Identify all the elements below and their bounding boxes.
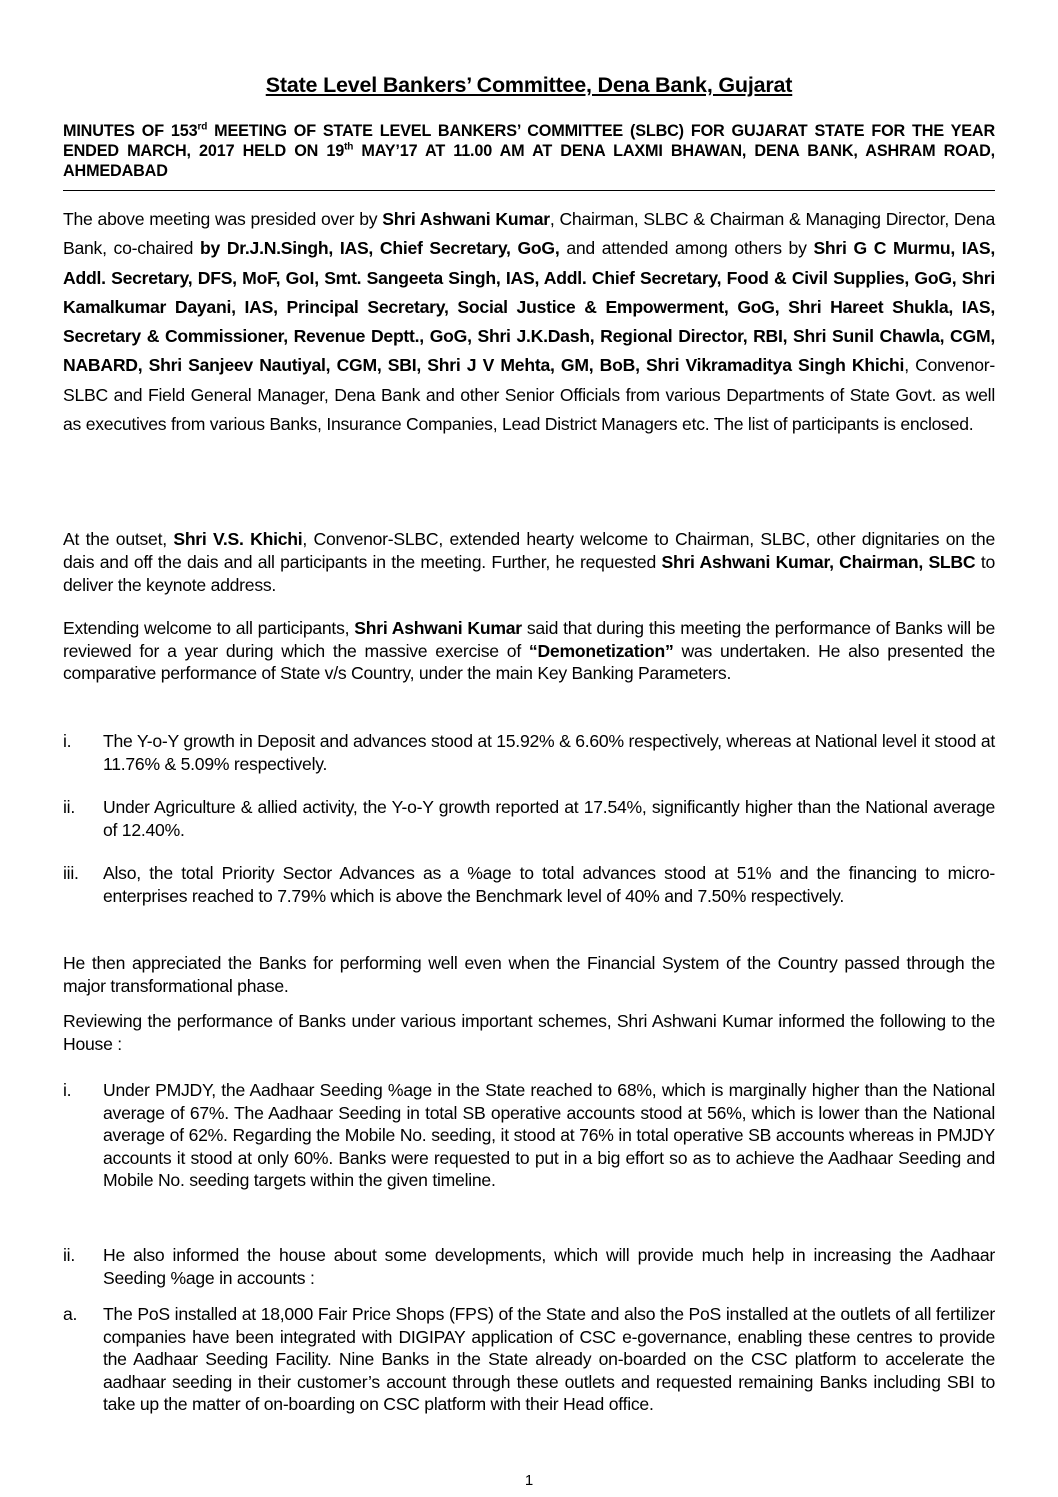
list-item [63, 730, 995, 775]
paragraph-attendees [63, 205, 995, 439]
list-marker: i. [63, 1080, 72, 1100]
heading-text: MAY’17 AT 11.00 AM AT DENA LAXMI BHAWAN, DENA BANK, ASHRAM ROAD, AHMEDABAD [63, 142, 995, 180]
document-title: State Level Bankers’ Committee, Dena Bank, Gujarat [265, 73, 793, 97]
text-run: At the outset, [63, 529, 174, 549]
text-run: to deliver the keynote address. [63, 552, 995, 595]
list-item [63, 1244, 995, 1289]
heading-text: MEETING OF STATE LEVEL BANKERS’ COMMITTEE (SLBC) FOR GUJARAT STATE FOR THE YEAR ENDED MARCH, 2017 HELD ON 19 [63, 122, 995, 160]
bold-run: Shri V.S. Khichi [173, 529, 303, 549]
list-item [63, 862, 995, 907]
bold-run: “Demonetization” [528, 640, 674, 661]
list-item [63, 1079, 995, 1192]
text-run: Extending welcome to all participants, [63, 618, 355, 638]
minutes-heading [63, 121, 995, 181]
list-item-text: Under Agriculture & allied activity, the Y-o-Y growth reported at 17.54%, significantly higher than the National average of 12.40%. [103, 797, 995, 840]
heading-superscript: rd [197, 121, 208, 133]
list-marker: ii. [63, 1245, 75, 1265]
paragraph-keynote [63, 617, 995, 685]
list-item-text: The Y-o-Y growth in Deposit and advances stood at 15.92% & 6.60% respectively, whereas at National level it stood at 11.76% & 5.09% respectively. [103, 731, 995, 774]
heading-divider [63, 190, 995, 191]
list-item-text: Also, the total Priority Sector Advances as a %age to total advances stood at 51% and the financing to micro-enterprises reached to 7.79% which is above the Benchmark level of 40% and 7.50% respectively. [103, 863, 995, 906]
paragraph-appreciation: He then appreciated the Banks for performing well even when the Financial System of the Country passed through the major transformational phase. [63, 953, 995, 996]
list-item-text: Under PMJDY, the Aadhaar Seeding %age in the State reached to 68%, which is marginally higher than the National average of 67%. The Aadhaar Seeding in total SB operative accounts stood at 56%, which is lower than the National average of 62%. Regarding the Mobile No. seeding, it stood at 76% in total operative SB accounts whereas in PMJDY accounts it stood at only 60%. Banks were requested to put in a big effort so as to achieve the Aadhaar Seeding and Mobile No. seeding targets within the given timeline. [103, 1080, 995, 1190]
text-run: said that during this meeting the performance of Banks will be reviewed for a year during which the massive exercise of [63, 618, 995, 661]
list-marker: ii. [63, 797, 75, 817]
text-run: The above meeting was presided over by [63, 209, 383, 229]
text-run: was undertaken. He also presented the comparative performance of State v/s Country, under the main Key Banking Parameters. [63, 640, 995, 683]
text-run: , Convenor-SLBC and Field General Manager, Dena Bank and other Senior Officials from various Departments of State Govt. as well as executives from various Banks, Insurance Companies, Lead District Managers etc. The list of participants is enclosed. [63, 355, 996, 435]
list-marker: i. [63, 731, 72, 751]
bold-run: by Dr.J.N.Singh, IAS, Chief Secretary, GoG, [199, 238, 560, 259]
text-run: , Chairman, SLBC & Chairman & Managing Director, Dena Bank, co-chaired [63, 209, 995, 259]
list-item-text: The PoS installed at 18,000 Fair Price Shops (FPS) of the State and also the PoS installed at the outlets of all fertilizer companies have been integrated with DIGIPAY application of CSC e-governance, enabling these centres to provide the Aadhaar Seeding Facility. Nine Banks in the State already on-boarded on the CSC platform to accelerate the aadhaar seeding in their customer’s account through these outlets and requested remaining Banks including SBI to take up the matter of on-boarding on CSC platform with their Head office. [103, 1304, 995, 1414]
paragraph-welcome [63, 528, 995, 597]
bold-run: Shri Ashwani Kumar [354, 618, 522, 638]
text-run: , Convenor-SLBC, extended hearty welcome to Chairman, SLBC, other dignitaries on the dais and off the dais and all participants in the meeting. Further, he requested [63, 529, 995, 572]
bold-run: Shri Ashwani Kumar, Chairman, SLBC [661, 552, 976, 572]
bold-run: Shri Ashwani Kumar [382, 209, 550, 229]
heading-text: MINUTES OF 153 [63, 122, 198, 140]
list-item-text: He also informed the house about some developments, which will provide much help in increasing the Aadhaar Seeding %age in accounts : [103, 1245, 995, 1288]
list-item [63, 1303, 995, 1416]
text-run: and attended among others by [559, 238, 814, 259]
paragraph-review: Reviewing the performance of Banks under various important schemes, Shri Ashwani Kumar informed the following to the House : [63, 1011, 995, 1054]
page-number: 1 [524, 1472, 534, 1489]
bold-run: Shri G C Murmu, IAS, Addl. Secretary, DFS, MoF, GoI, Smt. Sangeeta Singh, IAS, Addl. Chief Secretary, Food & Civil Supplies, GoG, Shri Kamalkumar Dayani, IAS, Principal Secretary, Social Justice & Empowerment, GoG, Shri Hareet Shukla, IAS, Secretary & Commissioner, Revenue Deptt., GoG, Shri J.K.Dash, Regional Director, RBI, Shri Sunil Chawla, CGM, NABARD, Shri Sanjeev Nautiyal, CGM, SBI, Shri J V Mehta, GM, BoB, Shri Vikramaditya Singh Khichi [63, 238, 995, 376]
list-marker: a. [63, 1304, 78, 1324]
list-marker: iii. [63, 863, 79, 883]
list-item [63, 796, 995, 841]
heading-superscript: th [344, 141, 354, 153]
